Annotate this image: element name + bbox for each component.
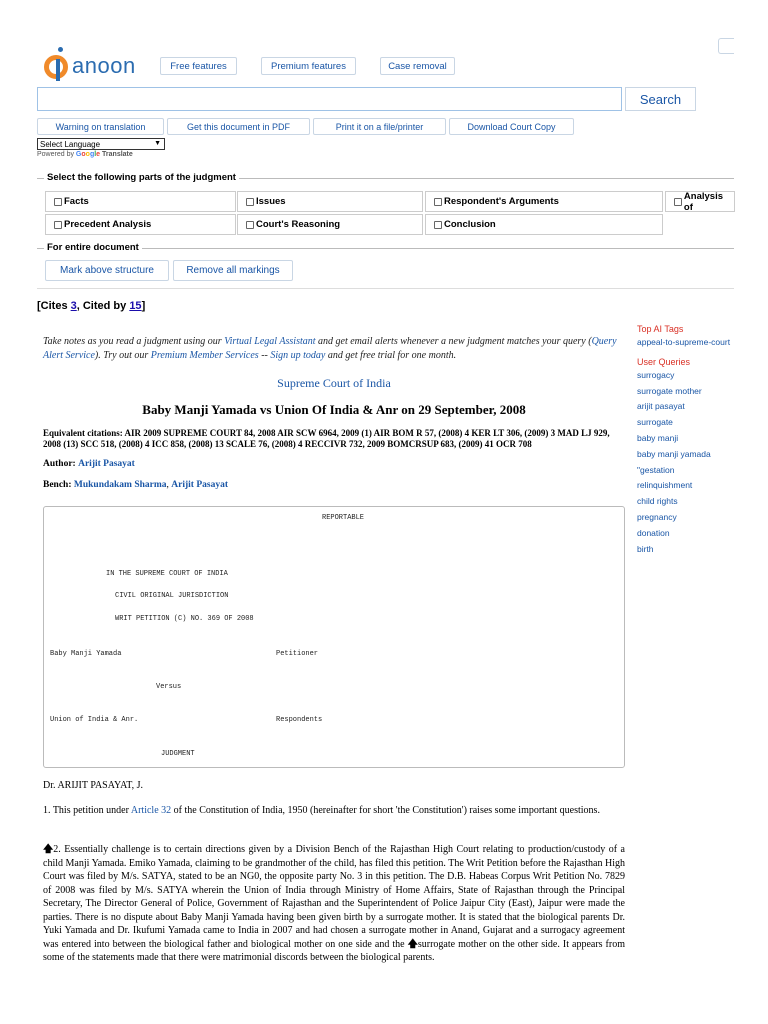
user-query-link[interactable]: surrogacy <box>637 369 675 380</box>
article-32-link[interactable]: Article 32 <box>130 805 172 816</box>
top-ai-tags-heading: Top AI Tags <box>637 324 684 334</box>
structure-option-precedent-analysis[interactable]: Precedent Analysis <box>45 214 236 235</box>
mark-above-structure-button[interactable]: Mark above structure <box>45 260 169 281</box>
user-query-link[interactable]: child rights <box>637 496 678 507</box>
paragraph-2: 🡅2. Essentially challenge is to certain directions given by a Division Bench of the Rajasthan High Court relating to production/custody of a child Manji Yamada. Emiko Yamada, claiming to be grandmother of the child, has filed this petition. The Writ Petition before the Rajasthan High Court was filed by M/s. SATYA, stated to be an NG0, the opposite party No. 3 in this petition. The D.B. Habeas Corpus Writ Petition No. 7829 of 2008 was filed by M/s. SATYA wherein the Union of India through Ministry of Home Affairs, State of Rajasthan through the Principal Secretary, The Director General of Police, Government of Rajasthan and the Superintendent of Police Jaipur City (East), Jaipur were made the parties. There is no dispute about Baby Manji Yamada having been given birth by a surrogate mother. It is stated that the biological parents Dr. Yuki Yamada and Dr. Ikufumi Yamada came to India in 2007 and had chosen a surrogate mother in Anand, Gujarat and a surrogacy agreement was entered into between the biological father and biological mother on one side and the 🡅surrogate mother on the other side. It appears from some of the statements made that there were matrimonial discords between the biological parents. <box>43 844 625 963</box>
search-button[interactable]: Search <box>625 87 696 111</box>
user-query-link[interactable]: surrogate mother <box>637 385 702 396</box>
search-input[interactable] <box>37 87 622 111</box>
divider <box>37 288 734 289</box>
virtual-legal-assistant-link[interactable]: Virtual Legal Assistant <box>224 336 316 347</box>
logo-mark-icon <box>44 47 70 81</box>
language-select-value: Select Language <box>40 139 101 149</box>
arrow-up-icon[interactable]: 🡅 <box>407 938 418 950</box>
checkbox[interactable] <box>54 198 62 206</box>
structure-option-facts[interactable]: Facts <box>45 191 236 212</box>
powered-by-google-translate: Powered by Google Translate <box>37 151 133 158</box>
jurisdiction-heading: CIVIL ORIGINAL JURISDICTION <box>115 592 229 600</box>
chevron-down-icon: ▼ <box>154 140 161 147</box>
judge-name: Dr. ARIJIT PASAYAT, J. <box>43 780 144 791</box>
checkbox[interactable] <box>246 198 254 206</box>
equivalent-citations: Equivalent citations: AIR 2009 SUPREME COURT 84, 2008 AIR SCW 6964, 2009 (1) AIR BOM R 57, (2008) 4 KER LT 306, (2009) 3 MAD LJ 929, 2008 (13) SCC 518, (2008) 4 ICC 858, (2008) 13 SCALE 76, (2008) 4 RECCIVR 732, 2009 BOMCRSUP 683, (2009) 41 OCR 708 <box>43 428 610 449</box>
entire-document-legend: For entire document <box>44 242 142 253</box>
checkbox[interactable] <box>246 221 254 229</box>
user-query-link[interactable]: surrogate <box>637 417 673 428</box>
intro-notice: Take notes as you read a judgment using our Virtual Legal Assistant and get email alerts whenever a new judgment matches your query (Query Alert Service). Try out our Premium Member Services -- Sign up today and get free trial for one month. <box>43 336 617 361</box>
user-query-link[interactable]: relinquishment <box>637 480 693 491</box>
judgment-label: JUDGMENT <box>161 750 195 758</box>
user-query-link[interactable]: birth <box>637 543 654 554</box>
author-link[interactable]: Arijit Pasayat <box>78 459 135 469</box>
case-removal-button[interactable]: Case removal <box>380 57 455 75</box>
premium-features-button[interactable]: Premium features <box>261 57 356 75</box>
kanoon-logo[interactable] <box>44 44 136 84</box>
checkbox[interactable] <box>54 221 62 229</box>
judgment-preformatted-block <box>43 506 625 768</box>
petition-number: WRIT PETITION (C) NO. 369 OF 2008 <box>115 615 254 623</box>
user-query-link[interactable]: pregnancy <box>637 511 677 522</box>
author-line: Author: Arijit Pasayat <box>43 459 135 469</box>
petitioner-role: Petitioner <box>276 650 319 658</box>
cited-by-link[interactable]: 15 <box>129 300 142 312</box>
versus-label: Versus <box>156 683 182 691</box>
checkbox[interactable] <box>674 198 682 206</box>
user-query-link[interactable]: baby manji yamada <box>637 448 711 459</box>
petitioner-name: Baby Manji Yamada <box>50 650 122 658</box>
user-query-link[interactable]: arijit pasayat <box>637 401 685 412</box>
reportable-label: REPORTABLE <box>322 514 365 522</box>
arrow-up-icon[interactable]: 🡅 <box>43 844 54 855</box>
bench-judge-link[interactable]: Mukundakam Sharma <box>73 480 167 490</box>
menu-toggle-button[interactable] <box>718 38 734 54</box>
user-query-link[interactable]: "gestation <box>637 464 675 475</box>
respondent-name: Union of India & Anr. <box>50 716 139 724</box>
user-query-link[interactable]: donation <box>637 527 670 538</box>
print-button[interactable]: Print it on a file/printer <box>313 118 446 135</box>
judgment-title: Baby Manji Yamada vs Union Of India & Anr on 29 September, 2008 <box>142 402 526 417</box>
query-alert-service-link[interactable]: Query Alert Service <box>43 336 617 361</box>
structure-option-courts-reasoning[interactable]: Court's Reasoning <box>237 214 423 235</box>
bench-judge-link[interactable]: Arijit Pasayat <box>171 480 229 490</box>
cites-line: [Cites 3, Cited by 15] <box>37 300 146 312</box>
judgment-header <box>43 335 625 490</box>
court-heading: IN THE SUPREME COURT OF INDIA <box>106 570 228 578</box>
logo-text: anoon <box>72 53 136 78</box>
structure-option-respondents-arguments[interactable]: Respondent's Arguments <box>425 191 663 212</box>
remove-all-markings-button[interactable]: Remove all markings <box>173 260 293 281</box>
structure-option-analysis[interactable]: Analysis of <box>665 191 735 212</box>
download-court-copy-button[interactable]: Download Court Copy <box>449 118 574 135</box>
bench-line: Bench: Mukundakam Sharma, Arijit Pasayat <box>43 480 229 490</box>
court-name: Supreme Court of India <box>277 376 391 390</box>
warning-on-translation-button[interactable]: Warning on translation <box>37 118 164 135</box>
sign-up-link[interactable]: Sign up today <box>270 350 326 361</box>
checkbox[interactable] <box>434 221 442 229</box>
free-features-button[interactable]: Free features <box>160 57 237 75</box>
language-select[interactable] <box>37 138 165 150</box>
user-queries-heading: User Queries <box>637 356 691 367</box>
cites-link[interactable]: 3 <box>70 300 77 312</box>
structure-legend: Select the following parts of the judgment <box>44 172 239 183</box>
respondent-role: Respondents <box>276 716 323 724</box>
structure-option-issues[interactable]: Issues <box>237 191 423 212</box>
ai-tag-link[interactable]: appeal-to-supreme-court <box>637 337 731 347</box>
checkbox[interactable] <box>434 198 442 206</box>
get-pdf-button[interactable]: Get this document in PDF <box>167 118 310 135</box>
premium-member-services-link[interactable]: Premium Member Services <box>150 350 259 361</box>
sidebar <box>637 324 737 559</box>
paragraph-1: 1. This petition under Article 32 of the Constitution of India, 1950 (hereinafter for short 'the Constitution') raises some important questions. <box>43 805 600 816</box>
user-query-link[interactable]: baby manji <box>637 432 679 443</box>
structure-option-conclusion[interactable]: Conclusion <box>425 214 663 235</box>
